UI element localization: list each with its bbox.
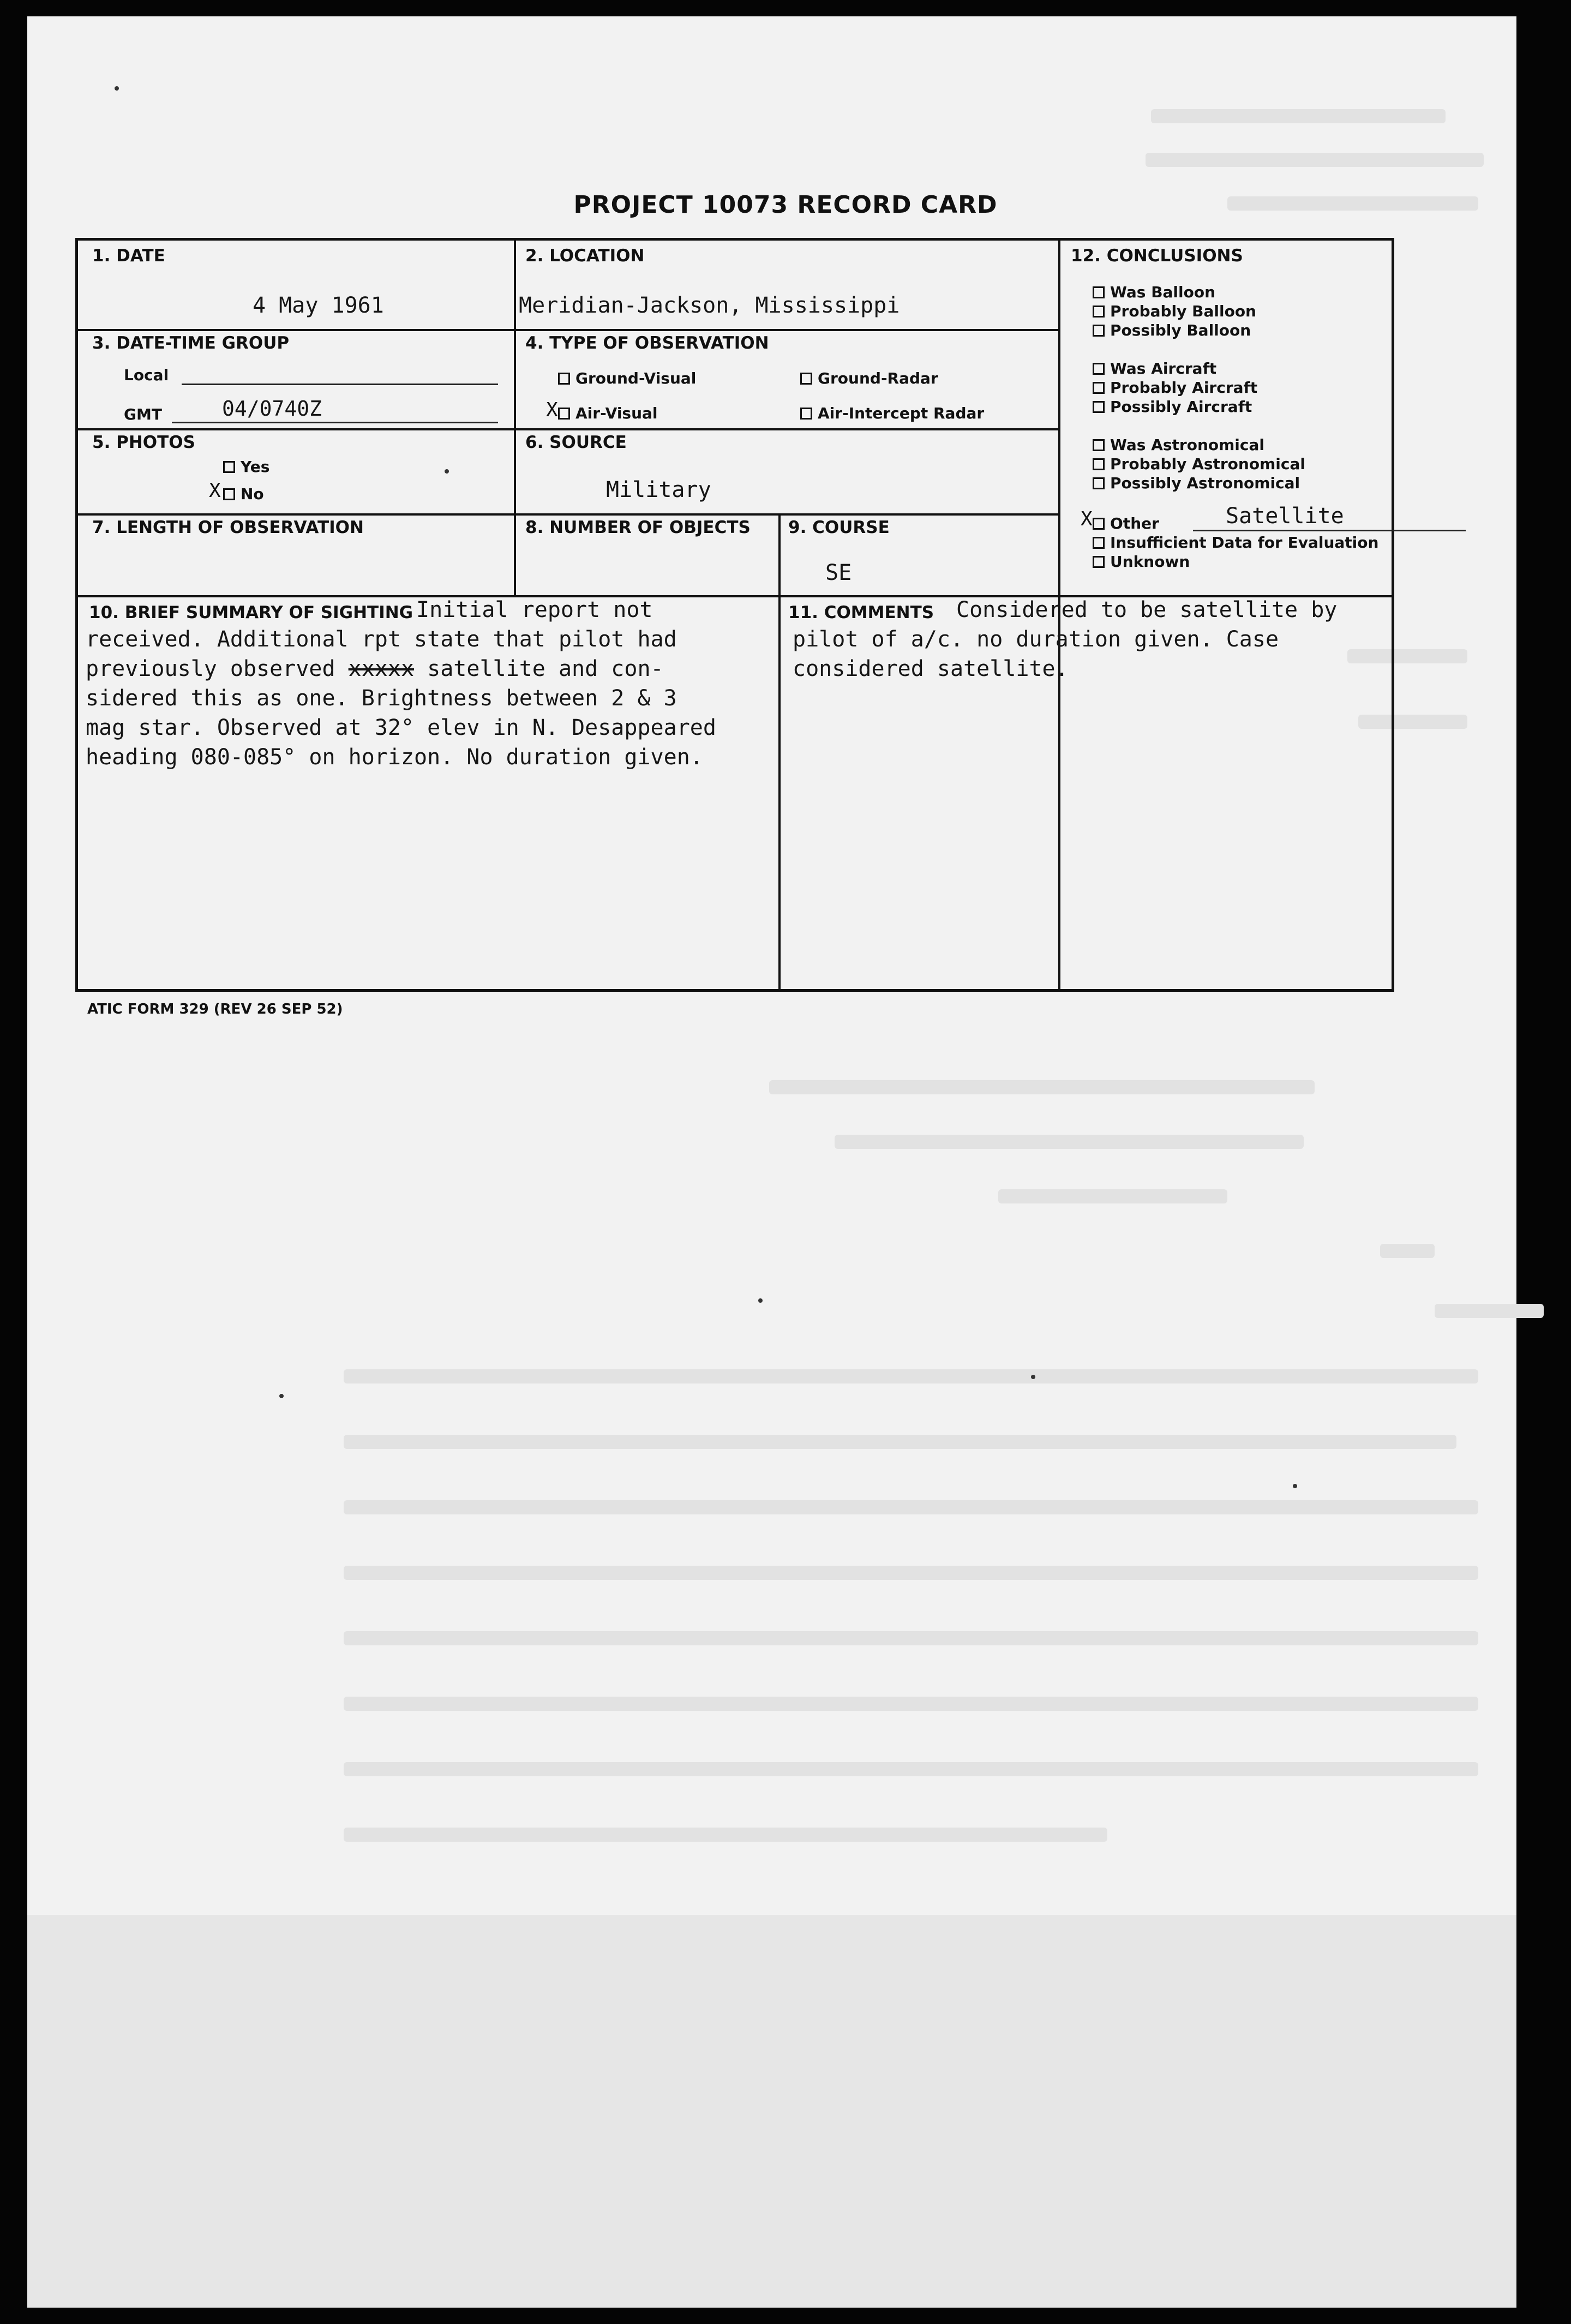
film-speck xyxy=(115,86,119,91)
option-ground-visual: Ground-Visual xyxy=(558,369,696,387)
gmt-label: GMT xyxy=(124,405,162,423)
divider-left-right xyxy=(514,241,516,595)
checkbox-icon xyxy=(1093,382,1105,394)
gmt-value: 04/0740Z xyxy=(222,397,322,421)
summary-line-1: Initial report not xyxy=(416,597,653,622)
divider-objects-course xyxy=(778,513,781,595)
summary-line-6: heading 080-085° on horizon. No duration given. xyxy=(86,745,703,770)
course-label: 9. COURSE xyxy=(788,518,890,537)
local-rule xyxy=(182,384,498,385)
other-check-mark: X xyxy=(1081,508,1093,530)
location-label: 2. LOCATION xyxy=(525,246,645,266)
other-value: Satellite xyxy=(1226,504,1344,529)
checkbox-icon xyxy=(1093,518,1105,530)
conclusion-insufficient-data: Insufficient Data for Evaluation xyxy=(1093,534,1378,552)
checkbox-icon xyxy=(223,488,235,500)
length-of-observation-label: 7. LENGTH OF OBSERVATION xyxy=(92,518,364,537)
film-speck xyxy=(279,1394,284,1398)
checkbox-icon xyxy=(800,373,812,385)
brief-summary-label: 10. BRIEF SUMMARY OF SIGHTING xyxy=(89,603,413,622)
conclusion-probably-astronomical: Probably Astronomical xyxy=(1093,455,1305,473)
film-margin xyxy=(27,1915,1516,2308)
checkbox-icon xyxy=(1093,286,1105,298)
divider-summary-comments xyxy=(778,595,781,989)
checkbox-icon xyxy=(1093,556,1105,568)
comments-line-2: pilot of a/c. no duration given. Case xyxy=(793,627,1279,652)
checkbox-icon xyxy=(1093,401,1105,413)
option-ground-radar: Ground-Radar xyxy=(800,369,938,387)
date-time-group-label: 3. DATE-TIME GROUP xyxy=(92,333,290,353)
summary-line-3: previously observed xxxxx satellite and con- xyxy=(86,654,664,684)
option-air-intercept-radar: Air-Intercept Radar xyxy=(800,404,984,422)
film-speck xyxy=(1293,1484,1297,1488)
local-label: Local xyxy=(124,366,169,384)
other-rule xyxy=(1193,530,1466,531)
row-divider-2 xyxy=(78,428,1058,430)
date-value: 4 May 1961 xyxy=(253,293,384,318)
source-value: Military xyxy=(606,477,711,502)
film-speck xyxy=(758,1298,763,1303)
summary-line-5: mag star. Observed at 32° elev in N. Desappeared xyxy=(86,715,716,740)
option-air-visual: Air-Visual xyxy=(558,404,658,422)
photos-label: 5. PHOTOS xyxy=(92,433,195,452)
conclusion-unknown: Unknown xyxy=(1093,553,1190,571)
row-divider-1 xyxy=(78,329,1058,331)
checkbox-icon xyxy=(1093,325,1105,337)
gmt-rule xyxy=(172,422,498,423)
conclusion-other: Other xyxy=(1093,514,1159,532)
air-visual-check-mark: X xyxy=(546,399,558,421)
struck-text: xxxxx xyxy=(348,656,415,681)
row-divider-3 xyxy=(78,513,1058,516)
checkbox-icon xyxy=(558,408,570,420)
conclusion-possibly-balloon: Possibly Balloon xyxy=(1093,321,1251,339)
checkbox-icon xyxy=(223,461,235,473)
checkbox-icon xyxy=(1093,537,1105,549)
conclusion-was-balloon: Was Balloon xyxy=(1093,283,1215,301)
photos-yes: Yes xyxy=(223,458,269,476)
summary-line-2: received. Additional rpt state that pilot had xyxy=(86,627,677,652)
film-speck xyxy=(1031,1375,1035,1379)
course-value: SE xyxy=(825,560,852,585)
card-title: PROJECT 10073 RECORD CARD xyxy=(573,191,998,219)
conclusion-was-astronomical: Was Astronomical xyxy=(1093,436,1264,454)
checkbox-icon xyxy=(1093,306,1105,318)
conclusion-probably-balloon: Probably Balloon xyxy=(1093,302,1256,320)
checkbox-icon xyxy=(558,373,570,385)
date-label: 1. DATE xyxy=(92,246,165,266)
checkbox-icon xyxy=(1093,363,1105,375)
conclusion-was-aircraft: Was Aircraft xyxy=(1093,360,1216,378)
type-of-observation-label: 4. TYPE OF OBSERVATION xyxy=(525,333,769,353)
summary-line-4: sidered this as one. Brightness between 2 & 3 xyxy=(86,686,677,711)
number-of-objects-label: 8. NUMBER OF OBJECTS xyxy=(525,518,751,537)
conclusion-possibly-astronomical: Possibly Astronomical xyxy=(1093,474,1300,492)
comments-line-3: considered satellite. xyxy=(793,656,1069,681)
photos-no: No xyxy=(223,485,264,503)
location-value: Meridian-Jackson, Mississippi xyxy=(519,293,900,318)
checkbox-icon xyxy=(800,408,812,420)
checkbox-icon xyxy=(1093,439,1105,451)
checkbox-icon xyxy=(1093,477,1105,489)
comments-label: 11. COMMENTS xyxy=(788,603,934,622)
form-id: ATIC FORM 329 (REV 26 SEP 52) xyxy=(87,1001,343,1017)
record-card xyxy=(75,238,1394,992)
source-label: 6. SOURCE xyxy=(525,433,627,452)
comments-line-1: Considered to be satellite by xyxy=(956,597,1338,622)
conclusion-possibly-aircraft: Possibly Aircraft xyxy=(1093,398,1252,416)
conclusions-label: 12. CONCLUSIONS xyxy=(1071,246,1243,266)
photos-no-check-mark: X xyxy=(209,480,221,502)
checkbox-icon xyxy=(1093,458,1105,470)
conclusion-probably-aircraft: Probably Aircraft xyxy=(1093,379,1257,397)
